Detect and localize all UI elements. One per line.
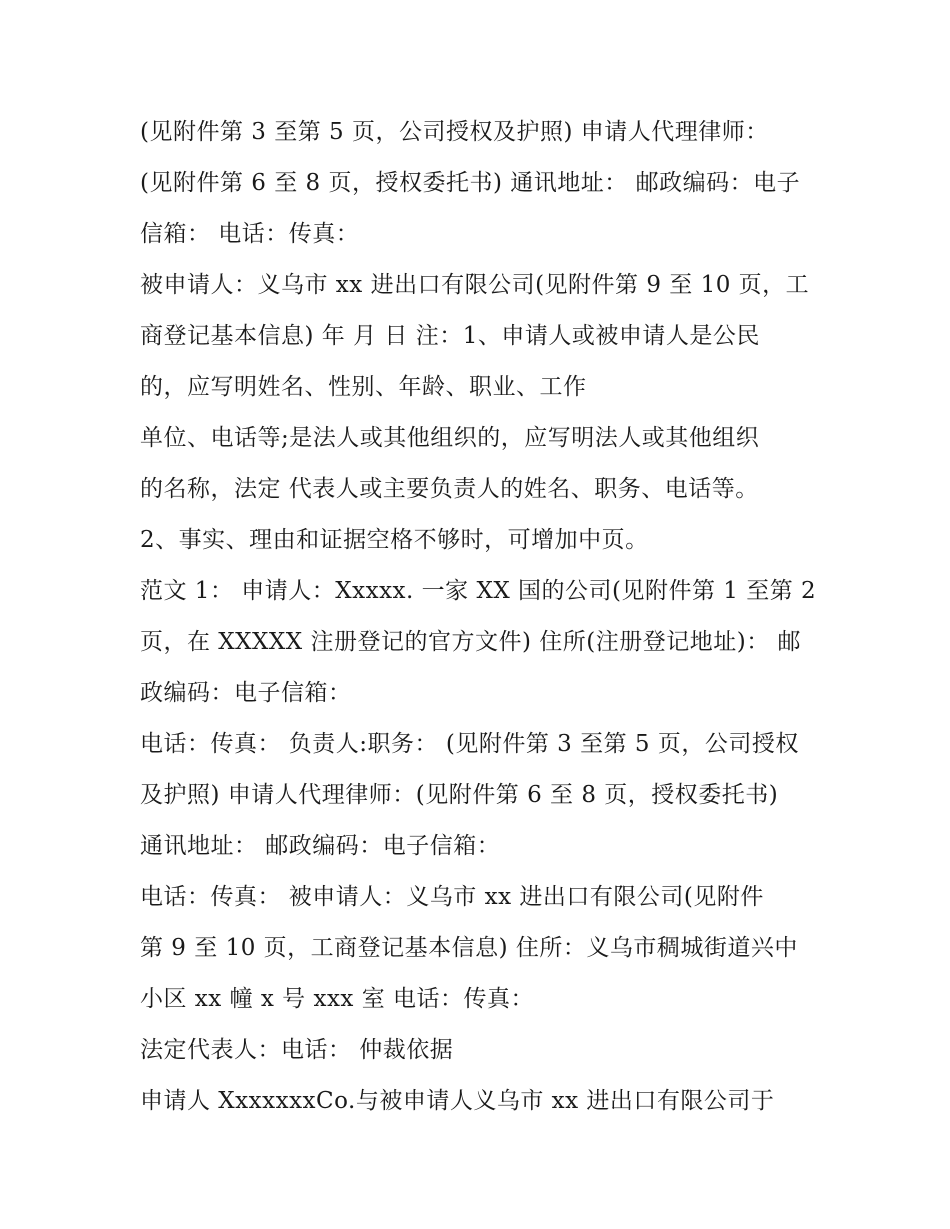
text-line: 单位、电话等;是法人或其他组织的，应写明法人或其他组织 bbox=[140, 425, 760, 451]
text-line: 范文 1： 申请人：Xxxxx. 一家 XX 国的公司(见附件第 1 至第 2 bbox=[140, 578, 817, 604]
text-line: 法定代表人：电话： 仲裁依据 bbox=[140, 1037, 454, 1063]
text-line: 信箱： 电话：传真： bbox=[140, 221, 360, 247]
text-line: 政编码：电子信箱： bbox=[140, 680, 352, 706]
text-line: 的名称，法定 代表人或主要负责人的姓名、职务、电话等。 bbox=[140, 476, 759, 502]
text-line: 2、事实、理由和证据空格不够时，可增加中页。 bbox=[140, 527, 649, 553]
text-line: (见附件第 6 至 8 页，授权委托书) 通讯地址： 邮政编码：电子 bbox=[140, 170, 801, 196]
text-line: 第 9 至 10 页，工商登记基本信息) 住所：义乌市稠城街道兴中 bbox=[140, 935, 798, 961]
document-body bbox=[140, 107, 820, 1127]
text-line: 商登记基本信息) 年 月 日 注：1、申请人或被申请人是公民 bbox=[140, 323, 760, 349]
text-line: 被申请人：义乌市 xx 进出口有限公司(见附件第 9 至 10 页，工 bbox=[140, 272, 810, 298]
text-line: 的，应写明姓名、性别、年龄、职业、工作 bbox=[140, 374, 587, 400]
text-line: 及护照) 申请人代理律师：(见附件第 6 至 8 页，授权委托书) bbox=[140, 782, 779, 808]
text-line: 页，在 XXXXX 注册登记的官方文件) 住所(注册登记地址)： 邮 bbox=[140, 629, 802, 655]
text-line: 通讯地址： 邮政编码：电子信箱： bbox=[140, 833, 501, 859]
text-line: 电话：传真： 负责人:职务： (见附件第 3 至第 5 页，公司授权 bbox=[140, 731, 799, 757]
text-line: (见附件第 3 至第 5 页，公司授权及护照) 申请人代理律师： bbox=[140, 119, 769, 145]
text-line: 申请人 XxxxxxxCo.与被申请人义乌市 xx 进出口有限公司于 bbox=[140, 1088, 775, 1114]
text-line: 小区 xx 幢 x 号 xxx 室 电话：传真： bbox=[140, 986, 535, 1012]
text-line: 电话：传真： 被申请人：义乌市 xx 进出口有限公司(见附件 bbox=[140, 884, 764, 910]
